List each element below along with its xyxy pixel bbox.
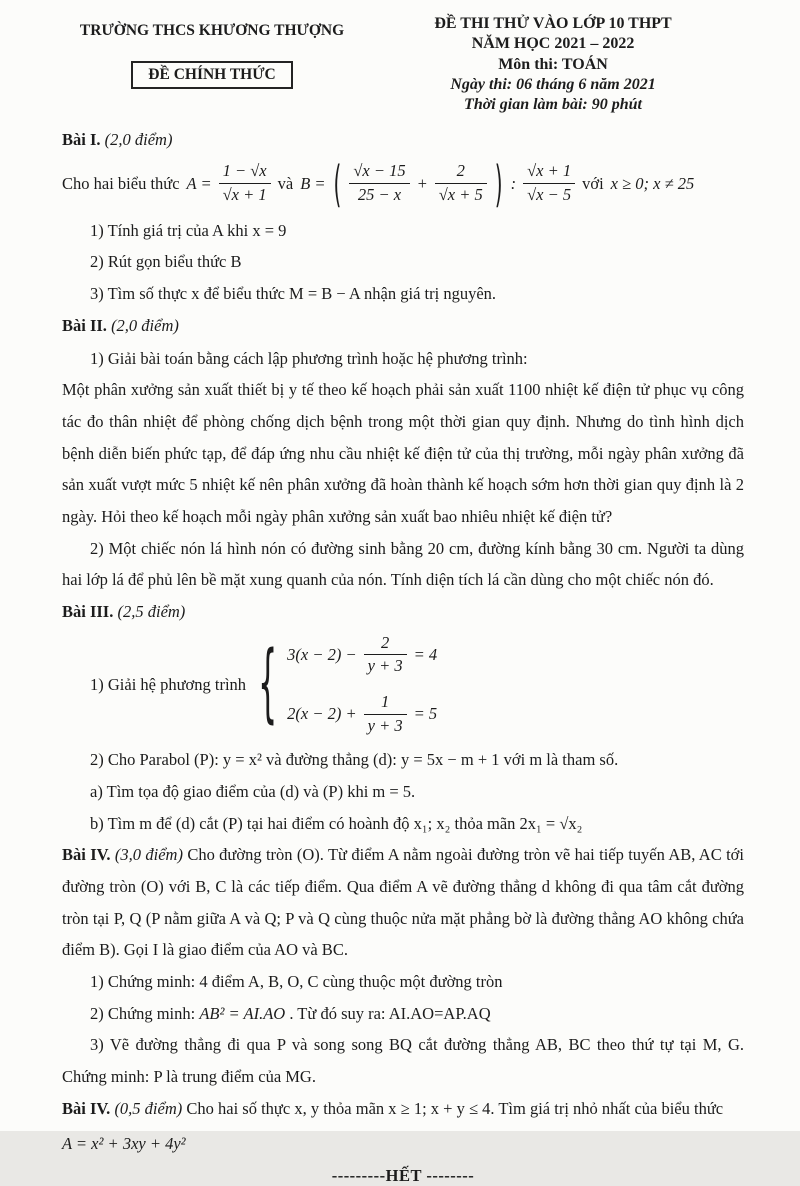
bai4-item-3: 3) Vẽ đường thẳng đi qua P và song song BQ cắt đường thẳng AB, BC theo thứ tự tại M, G. Chứng minh: P là trung điểm của MG.	[62, 1035, 744, 1087]
bai4-item2-prefix: 2) Chứng minh:	[90, 1003, 196, 1023]
exam-title: ĐỀ THI THỬ VÀO LỚP 10 THPT	[434, 15, 672, 32]
exam-date: Ngày thi: 06 tháng 6 năm 2021	[450, 75, 656, 93]
fraction-b2	[435, 161, 487, 205]
bai5-paragraph	[62, 1093, 744, 1125]
fraction-b1	[349, 161, 409, 205]
bai4-intro	[62, 839, 744, 966]
fraction-a-denominator: √x + 1	[222, 185, 267, 205]
school-year: NĂM HỌC 2021 – 2022	[471, 35, 635, 53]
bai5-formula: A = x² + 3xy + 4y²	[62, 1134, 186, 1154]
equation-1-denominator: y + 3	[367, 656, 403, 676]
official-exam-label: ĐỀ CHÍNH THỨC	[148, 66, 276, 83]
conjunction-va: và	[277, 173, 294, 193]
division-colon: :	[510, 173, 517, 193]
fraction-b1-numerator: √x − 15	[349, 161, 409, 184]
exam-duration: Thời gian làm bài: 90 phút	[464, 96, 642, 114]
official-exam-box	[131, 61, 292, 89]
fraction-b3-denominator: √x − 5	[527, 185, 572, 205]
equation-1-fraction	[364, 633, 407, 677]
bai3-item-2a: a) Tìm tọa độ giao điểm của (d) và (P) khi m = 5.	[90, 782, 416, 801]
end-marker: ---------HẾT --------	[331, 1165, 475, 1185]
bai3-item-2: 2) Cho Parabol (P): y = x² và đường thẳng (d): y = 5x − m + 1 với m là tham số.	[90, 750, 619, 770]
fraction-a	[219, 161, 271, 205]
bai3-item-2b: b) Tìm m để (d) cắt (P) tại hai điểm có hoành độ x₁; x₂ thỏa mãn 2x₁ = √x₂	[90, 813, 583, 833]
equation-1-right: = 4	[413, 644, 438, 664]
equation-1-left: 3(x − 2) −	[287, 644, 357, 664]
bai5-label: Bài IV.	[62, 1098, 111, 1118]
equation-2	[287, 692, 437, 736]
bai3-label: Bài III.	[62, 601, 114, 621]
bai2-item2: 2) Một chiếc nón lá hình nón có đường sinh bằng 20 cm, đường kính bằng 30 cm. Người ta dùng hai lớp lá để phủ lên bề mặt xung quanh của nón. Tính diện tích lá cần dùng cho một chiếc nón đó.	[62, 538, 744, 590]
school-name: TRƯỜNG THCS KHƯƠNG THƯỢNG	[79, 22, 345, 39]
fraction-b1-denominator: 25 − x	[357, 185, 402, 205]
equation-1-numerator: 2	[364, 633, 407, 656]
expr-a-lhs: A =	[186, 173, 212, 193]
condition-voi: với	[582, 173, 604, 193]
subject-line: Môn thi: TOÁN	[498, 55, 608, 73]
bai3-heading	[62, 598, 744, 627]
bai4-item2-suffix: . Từ đó suy ra: AI.AO=AP.AQ	[289, 1003, 491, 1023]
fraction-b2-denominator: √x + 5	[438, 185, 483, 205]
bai4-label: Bài IV.	[62, 845, 111, 865]
equation-2-denominator: y + 3	[367, 715, 403, 735]
header-right	[362, 14, 744, 116]
fraction-a-numerator: 1 − √x	[219, 161, 271, 184]
bai4-item-1: 1) Chứng minh: 4 điểm A, B, O, C cùng thuộc một đường tròn	[90, 972, 503, 992]
bai3-system-block	[62, 633, 744, 737]
bai2-points: (2,0 điểm)	[111, 315, 179, 335]
bai4-item-2	[62, 998, 744, 1030]
bai5-text: Cho hai số thực x, y thỏa mãn x ≥ 1; x + y ≤ 4. Tìm giá trị nhỏ nhất của biểu thức	[186, 1098, 724, 1118]
equation-2-fraction	[364, 692, 407, 736]
bai2-item1-head: 1) Giải bài toán bằng cách lập phương trình hoặc hệ phương trình:	[90, 348, 528, 368]
bai1-item-2: 2) Rút gọn biểu thức B	[90, 252, 242, 272]
bai2-heading	[62, 312, 744, 341]
system-equations	[287, 633, 437, 737]
condition-text: x ≥ 0; x ≠ 25	[610, 173, 695, 193]
system-brace-icon: {	[258, 634, 278, 735]
bai1-expression	[62, 154, 744, 213]
fraction-b3	[523, 161, 575, 205]
equation-2-left: 2(x − 2) +	[287, 704, 357, 724]
fraction-b3-numerator: √x + 1	[523, 161, 575, 184]
equation-1	[287, 633, 437, 677]
fraction-b2-numerator: 2	[435, 161, 487, 184]
left-paren-icon: (	[333, 154, 342, 213]
header	[62, 14, 744, 116]
equation-2-right: = 5	[413, 704, 438, 724]
bai2-item1-body: Một phân xưởng sản xuất thiết bị y tế theo kế hoạch phải sản xuất 1100 nhiệt kế điện tử phục vụ công tác đo thân nhiệt để phòng chống dịch bệnh trong một thời gian quy định. Nhưng do tình hình dịch bệnh diễn biến phức tạp, để đáp ứng nhu cầu nhiệt kế điện tử của thị trường, mỗi ngày phân xưởng đã sản xuất vượt mức 5 nhiệt kế nên phân xưởng đã hoàn thành kế hoạch sớm hơn thời gian quy định là 2 ngày. Hỏi theo kế hoạch mỗi ngày phân xưởng sản xuất bao nhiêu nhiệt kế điện tử?	[62, 380, 744, 526]
plus-sign: +	[416, 173, 428, 193]
bai1-intro: Cho hai biểu thức	[62, 173, 180, 193]
bai1-heading	[62, 126, 744, 155]
expr-b-lhs: B =	[300, 173, 326, 193]
bai4-intro-text: Cho đường tròn (O). Từ điểm A nằm ngoài đường tròn vẽ hai tiếp tuyến AB, AC tới đường tròn (O) với B, C là các tiếp điểm. Qua điểm A vẽ đường thẳng d không đi qua tâm cắt đường tròn tại P, Q (P nằm giữa A và Q; P và Q cùng thuộc nửa mặt phẳng bờ là đường thẳng AO không chứa điểm B). Gọi I là giao điểm của AO và BC.	[62, 845, 744, 960]
bai1-label: Bài I.	[62, 129, 101, 149]
bai3-points: (2,5 điểm)	[117, 601, 186, 621]
header-left	[62, 14, 362, 116]
bai1-item-3: 3) Tìm số thực x để biểu thức M = B − A nhận giá trị nguyên.	[90, 284, 497, 304]
bai1-points: (2,0 điểm)	[104, 129, 173, 149]
bai5-points: (0,5 điểm)	[114, 1098, 183, 1118]
equation-2-numerator: 1	[364, 692, 407, 715]
bai4-item2-math: AB² = AI.AO	[199, 1003, 286, 1023]
right-paren-icon: )	[494, 154, 503, 213]
bai1-item-1: 1) Tính giá trị của A khi x = 9	[90, 220, 287, 240]
bai4-points: (3,0 điểm)	[114, 845, 183, 865]
bai2-label: Bài II.	[62, 315, 107, 335]
bai3-item1-label: 1) Giải hệ phương trình	[90, 674, 247, 694]
